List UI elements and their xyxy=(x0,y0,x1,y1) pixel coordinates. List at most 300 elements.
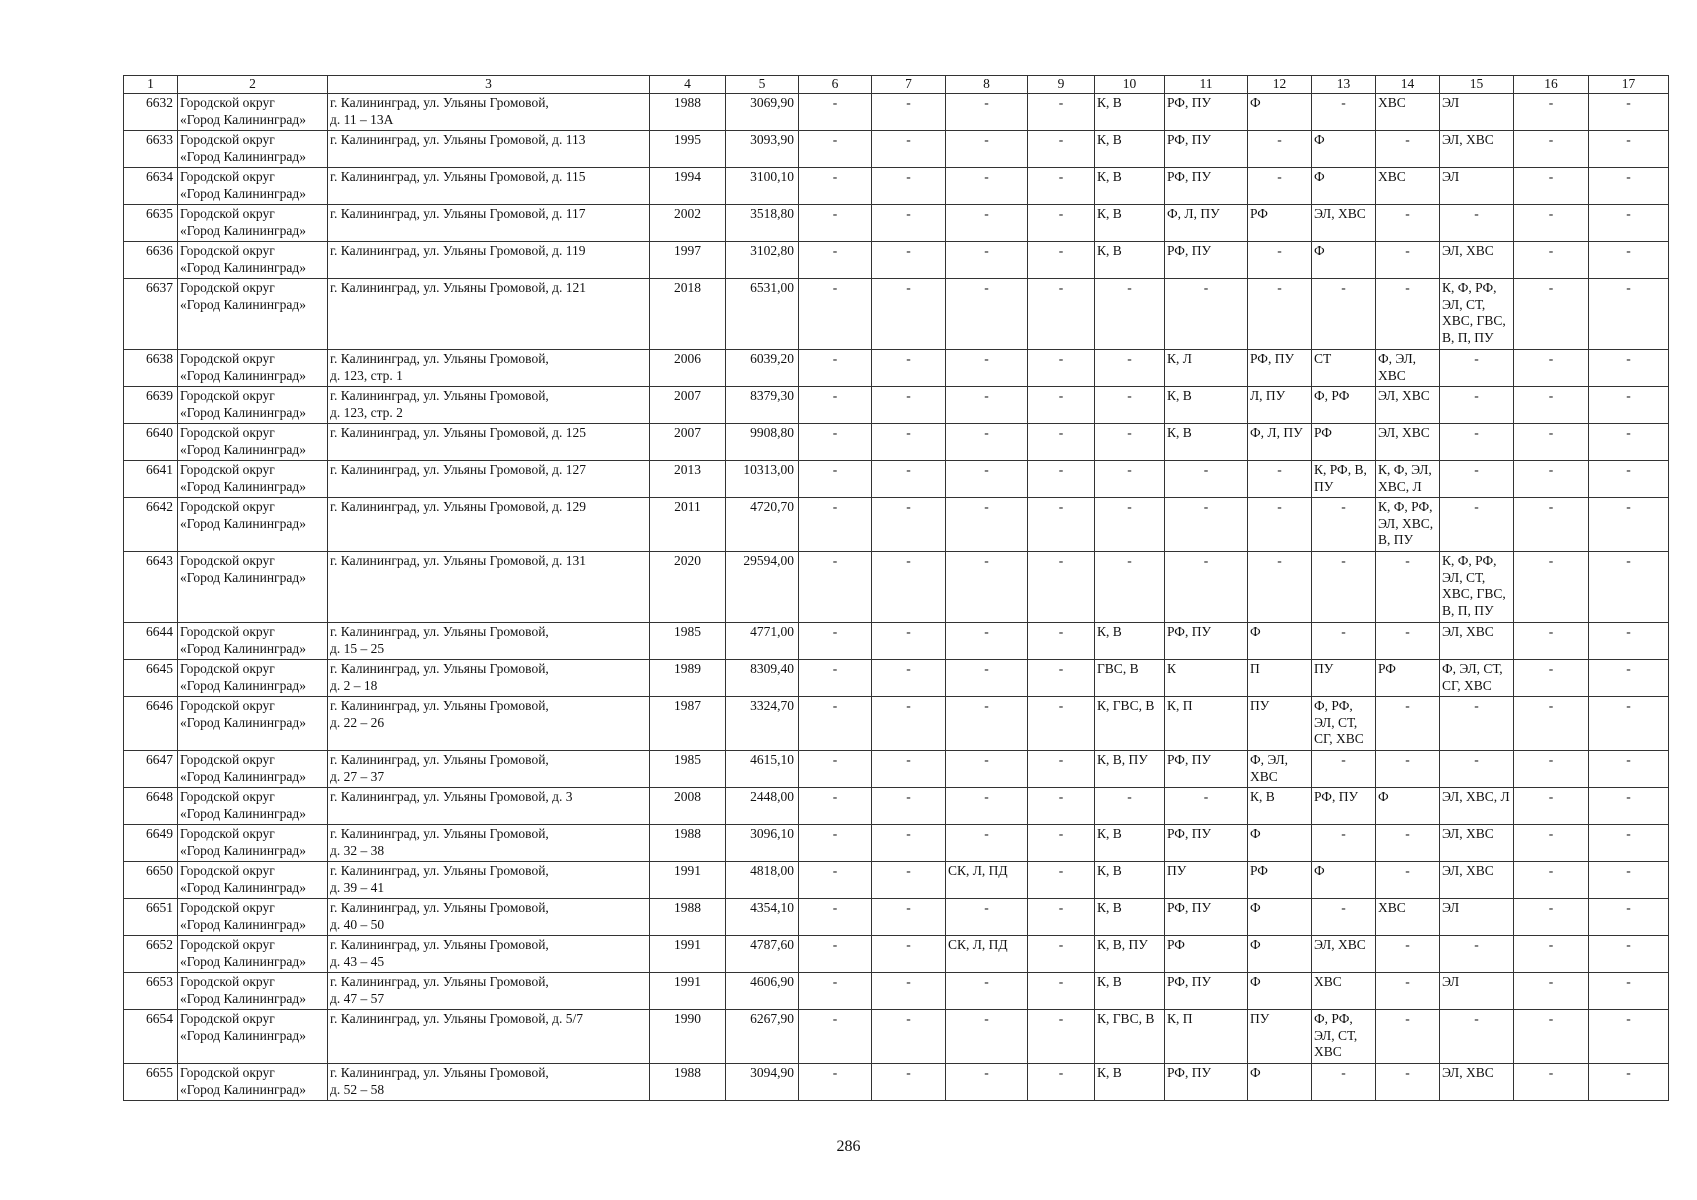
column-11-cell: РФ, ПУ xyxy=(1165,94,1248,131)
row-number: 6638 xyxy=(124,350,178,387)
column-7-cell: - xyxy=(872,94,946,131)
column-14-cell: - xyxy=(1376,1064,1440,1101)
table-row xyxy=(124,751,1669,788)
column-11-cell: К, В xyxy=(1165,387,1248,424)
column-12-cell: - xyxy=(1248,131,1312,168)
column-7-cell: - xyxy=(872,862,946,899)
address-line: д. 43 – 45 xyxy=(330,953,385,969)
column-6-cell: - xyxy=(799,660,872,697)
municipality-line: «Город Калининград» xyxy=(180,677,306,693)
municipality-cell xyxy=(178,1010,328,1064)
address-line: г. Калининград, ул. Ульяны Громовой, д. 127 xyxy=(330,462,587,477)
column-9-cell: - xyxy=(1028,461,1095,498)
area-cell: 6039,20 xyxy=(726,350,799,387)
table-row xyxy=(124,168,1669,205)
column-13-cell: СТ xyxy=(1312,350,1376,387)
column-14-cell: ХВС xyxy=(1376,94,1440,131)
address-line: г. Калининград, ул. Ульяны Громовой, д. 119 xyxy=(330,243,586,258)
column-6-cell: - xyxy=(799,552,872,623)
column-14-cell: К, Ф, РФ, ЭЛ, ХВС, В, ПУ xyxy=(1376,498,1440,552)
column-6-cell: - xyxy=(799,350,872,387)
column-11-cell: - xyxy=(1165,552,1248,623)
column-7-cell: - xyxy=(872,899,946,936)
column-12-cell: - xyxy=(1248,279,1312,350)
column-6-cell: - xyxy=(799,279,872,350)
year-cell: 1991 xyxy=(650,973,726,1010)
column-7-cell: - xyxy=(872,936,946,973)
column-9-cell: - xyxy=(1028,350,1095,387)
column-14-cell: ЭЛ, ХВС xyxy=(1376,424,1440,461)
year-cell: 1988 xyxy=(650,825,726,862)
column-14-cell: - xyxy=(1376,862,1440,899)
table-row xyxy=(124,131,1669,168)
address-cell xyxy=(328,279,650,350)
column-16-cell: - xyxy=(1514,279,1589,350)
row-number: 6642 xyxy=(124,498,178,552)
address-cell xyxy=(328,350,650,387)
address-line: г. Калининград, ул. Ульяны Громовой, xyxy=(330,937,549,952)
table-row xyxy=(124,387,1669,424)
address-cell xyxy=(328,498,650,552)
municipality-line: «Город Калининград» xyxy=(180,296,306,312)
address-line: д. 40 – 50 xyxy=(330,916,385,932)
year-cell: 1988 xyxy=(650,899,726,936)
municipality-cell xyxy=(178,825,328,862)
table-row xyxy=(124,623,1669,660)
municipality-line: Городской округ xyxy=(180,132,275,147)
column-14-cell: - xyxy=(1376,973,1440,1010)
column-11-cell: РФ, ПУ xyxy=(1165,751,1248,788)
column-12-cell: - xyxy=(1248,552,1312,623)
column-7-cell: - xyxy=(872,1010,946,1064)
column-10-cell: - xyxy=(1095,498,1165,552)
table-row xyxy=(124,279,1669,350)
column-header-6: 6 xyxy=(799,76,872,94)
column-13-cell: К, РФ, В, ПУ xyxy=(1312,461,1376,498)
area-cell: 4787,60 xyxy=(726,936,799,973)
area-cell: 3096,10 xyxy=(726,825,799,862)
municipality-line: «Город Калининград» xyxy=(180,111,306,127)
column-15-cell: ЭЛ, ХВС xyxy=(1440,825,1514,862)
column-16-cell: - xyxy=(1514,242,1589,279)
area-cell: 3102,80 xyxy=(726,242,799,279)
column-13-cell: - xyxy=(1312,623,1376,660)
address-line: г. Калининград, ул. Ульяны Громовой, д. 113 xyxy=(330,132,586,147)
municipality-line: Городской округ xyxy=(180,698,275,713)
address-line: г. Калининград, ул. Ульяны Громовой, xyxy=(330,863,549,878)
column-16-cell: - xyxy=(1514,660,1589,697)
column-16-cell: - xyxy=(1514,498,1589,552)
column-10-cell: - xyxy=(1095,350,1165,387)
column-9-cell: - xyxy=(1028,697,1095,751)
municipality-cell xyxy=(178,131,328,168)
column-11-cell: К, Л xyxy=(1165,350,1248,387)
column-10-cell: К, ГВС, В xyxy=(1095,1010,1165,1064)
address-line: г. Калининград, ул. Ульяны Громовой, д. 125 xyxy=(330,425,587,440)
column-16-cell: - xyxy=(1514,751,1589,788)
column-8-cell: - xyxy=(946,552,1028,623)
column-9-cell: - xyxy=(1028,936,1095,973)
address-cell xyxy=(328,461,650,498)
column-9-cell: - xyxy=(1028,498,1095,552)
column-11-cell: - xyxy=(1165,279,1248,350)
area-cell: 4771,00 xyxy=(726,623,799,660)
column-17-cell: - xyxy=(1589,623,1669,660)
address-line: д. 39 – 41 xyxy=(330,879,385,895)
column-17-cell: - xyxy=(1589,242,1669,279)
column-7-cell: - xyxy=(872,461,946,498)
column-12-cell: Ф, Л, ПУ xyxy=(1248,424,1312,461)
area-cell: 3094,90 xyxy=(726,1064,799,1101)
column-15-cell: ЭЛ xyxy=(1440,94,1514,131)
column-17-cell: - xyxy=(1589,825,1669,862)
column-15-cell: - xyxy=(1440,697,1514,751)
column-14-cell: - xyxy=(1376,825,1440,862)
column-15-cell: - xyxy=(1440,751,1514,788)
area-cell: 3093,90 xyxy=(726,131,799,168)
column-6-cell: - xyxy=(799,825,872,862)
municipality-line: Городской округ xyxy=(180,624,275,639)
column-8-cell: - xyxy=(946,131,1028,168)
column-7-cell: - xyxy=(872,387,946,424)
table-row xyxy=(124,936,1669,973)
column-12-cell: РФ, ПУ xyxy=(1248,350,1312,387)
column-12-cell: Ф xyxy=(1248,973,1312,1010)
year-cell: 1988 xyxy=(650,1064,726,1101)
column-10-cell: ГВС, В xyxy=(1095,660,1165,697)
column-header-12: 12 xyxy=(1248,76,1312,94)
year-cell: 2013 xyxy=(650,461,726,498)
column-12-cell: Ф xyxy=(1248,825,1312,862)
address-line: г. Калининград, ул. Ульяны Громовой, xyxy=(330,974,549,989)
address-cell xyxy=(328,697,650,751)
municipality-line: «Город Калининград» xyxy=(180,1027,306,1043)
municipality-line: «Город Калининград» xyxy=(180,185,306,201)
table-row xyxy=(124,697,1669,751)
column-11-cell: РФ, ПУ xyxy=(1165,899,1248,936)
column-16-cell: - xyxy=(1514,862,1589,899)
column-6-cell: - xyxy=(799,424,872,461)
municipality-line: Городской округ xyxy=(180,1011,275,1026)
municipality-line: «Город Калининград» xyxy=(180,441,306,457)
column-9-cell: - xyxy=(1028,1064,1095,1101)
column-9-cell: - xyxy=(1028,205,1095,242)
column-8-cell: - xyxy=(946,424,1028,461)
table-row xyxy=(124,552,1669,623)
column-10-cell: - xyxy=(1095,279,1165,350)
municipality-line: «Город Калининград» xyxy=(180,222,306,238)
column-9-cell: - xyxy=(1028,387,1095,424)
column-10-cell: - xyxy=(1095,552,1165,623)
column-8-cell: - xyxy=(946,825,1028,862)
column-12-cell: ПУ xyxy=(1248,1010,1312,1064)
municipality-cell xyxy=(178,697,328,751)
column-16-cell: - xyxy=(1514,205,1589,242)
row-number: 6636 xyxy=(124,242,178,279)
column-7-cell: - xyxy=(872,131,946,168)
column-16-cell: - xyxy=(1514,424,1589,461)
column-11-cell: РФ, ПУ xyxy=(1165,168,1248,205)
column-17-cell: - xyxy=(1589,1010,1669,1064)
year-cell: 1989 xyxy=(650,660,726,697)
column-16-cell: - xyxy=(1514,350,1589,387)
table-row xyxy=(124,350,1669,387)
column-15-cell: ЭЛ, ХВС xyxy=(1440,131,1514,168)
year-cell: 1985 xyxy=(650,623,726,660)
address-cell xyxy=(328,94,650,131)
column-16-cell: - xyxy=(1514,973,1589,1010)
year-cell: 2006 xyxy=(650,350,726,387)
column-15-cell: ЭЛ, ХВС xyxy=(1440,623,1514,660)
address-line: г. Калининград, ул. Ульяны Громовой, xyxy=(330,95,549,110)
table-row xyxy=(124,825,1669,862)
address-line: д. 123, стр. 1 xyxy=(330,367,403,383)
column-7-cell: - xyxy=(872,697,946,751)
address-line: г. Калининград, ул. Ульяны Громовой, xyxy=(330,826,549,841)
column-10-cell: - xyxy=(1095,788,1165,825)
municipality-line: Городской округ xyxy=(180,462,275,477)
municipality-line: Городской округ xyxy=(180,351,275,366)
column-header-14: 14 xyxy=(1376,76,1440,94)
column-15-cell: - xyxy=(1440,1010,1514,1064)
column-7-cell: - xyxy=(872,825,946,862)
column-15-cell: ЭЛ, ХВС, Л xyxy=(1440,788,1514,825)
column-16-cell: - xyxy=(1514,1064,1589,1101)
address-line: г. Калининград, ул. Ульяны Громовой, xyxy=(330,752,549,767)
address-cell xyxy=(328,424,650,461)
municipality-line: «Город Калининград» xyxy=(180,404,306,420)
address-cell xyxy=(328,205,650,242)
table-row xyxy=(124,424,1669,461)
municipality-line: «Город Калининград» xyxy=(180,842,306,858)
column-6-cell: - xyxy=(799,498,872,552)
column-7-cell: - xyxy=(872,205,946,242)
column-9-cell: - xyxy=(1028,825,1095,862)
year-cell: 2008 xyxy=(650,788,726,825)
municipality-line: «Город Калининград» xyxy=(180,714,306,730)
municipality-line: Городской округ xyxy=(180,752,275,767)
column-16-cell: - xyxy=(1514,552,1589,623)
column-13-cell: ПУ xyxy=(1312,660,1376,697)
column-15-cell: - xyxy=(1440,350,1514,387)
column-14-cell: - xyxy=(1376,552,1440,623)
address-cell xyxy=(328,936,650,973)
column-13-cell: Ф, РФ xyxy=(1312,387,1376,424)
column-12-cell: Ф xyxy=(1248,94,1312,131)
address-line: г. Калининград, ул. Ульяны Громовой, xyxy=(330,624,549,639)
column-10-cell: - xyxy=(1095,387,1165,424)
column-17-cell: - xyxy=(1589,387,1669,424)
area-cell: 4720,70 xyxy=(726,498,799,552)
column-13-cell: Ф xyxy=(1312,168,1376,205)
row-number: 6647 xyxy=(124,751,178,788)
year-cell: 1988 xyxy=(650,94,726,131)
column-8-cell: - xyxy=(946,242,1028,279)
municipality-line: «Город Калининград» xyxy=(180,805,306,821)
column-17-cell: - xyxy=(1589,168,1669,205)
column-8-cell: - xyxy=(946,168,1028,205)
column-13-cell: Ф, РФ, ЭЛ, СТ, ХВС xyxy=(1312,1010,1376,1064)
year-cell: 2002 xyxy=(650,205,726,242)
area-cell: 4354,10 xyxy=(726,899,799,936)
column-16-cell: - xyxy=(1514,131,1589,168)
area-cell: 3069,90 xyxy=(726,94,799,131)
address-line: д. 11 – 13А xyxy=(330,111,394,127)
row-number: 6654 xyxy=(124,1010,178,1064)
column-6-cell: - xyxy=(799,131,872,168)
column-15-cell: - xyxy=(1440,461,1514,498)
column-9-cell: - xyxy=(1028,1010,1095,1064)
municipality-line: Городской округ xyxy=(180,169,275,184)
column-11-cell: ПУ xyxy=(1165,862,1248,899)
row-number: 6649 xyxy=(124,825,178,862)
address-cell xyxy=(328,1064,650,1101)
column-12-cell: РФ xyxy=(1248,862,1312,899)
year-cell: 1994 xyxy=(650,168,726,205)
column-8-cell: СК, Л, ПД xyxy=(946,862,1028,899)
area-cell: 3100,10 xyxy=(726,168,799,205)
column-9-cell: - xyxy=(1028,623,1095,660)
address-cell xyxy=(328,788,650,825)
column-16-cell: - xyxy=(1514,936,1589,973)
column-7-cell: - xyxy=(872,788,946,825)
address-cell xyxy=(328,623,650,660)
column-7-cell: - xyxy=(872,751,946,788)
column-6-cell: - xyxy=(799,1064,872,1101)
column-9-cell: - xyxy=(1028,862,1095,899)
column-9-cell: - xyxy=(1028,899,1095,936)
column-7-cell: - xyxy=(872,660,946,697)
column-16-cell: - xyxy=(1514,825,1589,862)
column-13-cell: Ф, РФ, ЭЛ, СТ, СГ, ХВС xyxy=(1312,697,1376,751)
column-8-cell: - xyxy=(946,94,1028,131)
column-13-cell: Ф xyxy=(1312,131,1376,168)
municipality-line: «Город Калининград» xyxy=(180,367,306,383)
year-cell: 1987 xyxy=(650,697,726,751)
column-12-cell: РФ xyxy=(1248,205,1312,242)
municipality-line: Городской округ xyxy=(180,553,275,568)
municipality-cell xyxy=(178,862,328,899)
column-9-cell: - xyxy=(1028,751,1095,788)
table-row xyxy=(124,242,1669,279)
column-15-cell: - xyxy=(1440,387,1514,424)
column-8-cell: - xyxy=(946,387,1028,424)
address-cell xyxy=(328,899,650,936)
column-10-cell: К, ГВС, В xyxy=(1095,697,1165,751)
column-14-cell: - xyxy=(1376,131,1440,168)
municipality-cell xyxy=(178,660,328,697)
row-number: 6641 xyxy=(124,461,178,498)
housing-table xyxy=(123,75,1669,1101)
column-9-cell: - xyxy=(1028,424,1095,461)
row-number: 6643 xyxy=(124,552,178,623)
address-line: г. Калининград, ул. Ульяны Громовой, xyxy=(330,900,549,915)
year-cell: 2011 xyxy=(650,498,726,552)
column-15-cell: ЭЛ, ХВС xyxy=(1440,242,1514,279)
column-10-cell: - xyxy=(1095,424,1165,461)
address-line: д. 22 – 26 xyxy=(330,714,385,730)
column-14-cell: - xyxy=(1376,242,1440,279)
address-cell xyxy=(328,973,650,1010)
column-7-cell: - xyxy=(872,350,946,387)
column-7-cell: - xyxy=(872,498,946,552)
column-header-8: 8 xyxy=(946,76,1028,94)
column-15-cell: - xyxy=(1440,936,1514,973)
column-14-cell: К, Ф, ЭЛ, ХВС, Л xyxy=(1376,461,1440,498)
address-line: д. 32 – 38 xyxy=(330,842,385,858)
column-6-cell: - xyxy=(799,751,872,788)
column-9-cell: - xyxy=(1028,94,1095,131)
column-15-cell: К, Ф, РФ, ЭЛ, СТ, ХВС, ГВС, В, П, ПУ xyxy=(1440,552,1514,623)
column-15-cell: Ф, ЭЛ, СТ, СГ, ХВС xyxy=(1440,660,1514,697)
column-6-cell: - xyxy=(799,788,872,825)
column-header-17: 17 xyxy=(1589,76,1669,94)
column-12-cell: Ф xyxy=(1248,1064,1312,1101)
municipality-line: «Город Калининград» xyxy=(180,569,306,585)
year-cell: 2018 xyxy=(650,279,726,350)
column-13-cell: - xyxy=(1312,751,1376,788)
table-row xyxy=(124,1064,1669,1101)
column-6-cell: - xyxy=(799,461,872,498)
column-header-10: 10 xyxy=(1095,76,1165,94)
municipality-cell xyxy=(178,279,328,350)
column-12-cell: - xyxy=(1248,242,1312,279)
column-17-cell: - xyxy=(1589,1064,1669,1101)
municipality-line: Городской округ xyxy=(180,1065,275,1080)
column-17-cell: - xyxy=(1589,94,1669,131)
column-header-3: 3 xyxy=(328,76,650,94)
municipality-line: Городской округ xyxy=(180,280,275,295)
column-11-cell: РФ, ПУ xyxy=(1165,973,1248,1010)
column-6-cell: - xyxy=(799,168,872,205)
column-8-cell: - xyxy=(946,1010,1028,1064)
column-header-15: 15 xyxy=(1440,76,1514,94)
column-6-cell: - xyxy=(799,205,872,242)
row-number: 6653 xyxy=(124,973,178,1010)
column-15-cell: - xyxy=(1440,424,1514,461)
row-number: 6652 xyxy=(124,936,178,973)
table-row xyxy=(124,461,1669,498)
row-number: 6651 xyxy=(124,899,178,936)
column-17-cell: - xyxy=(1589,279,1669,350)
column-8-cell: - xyxy=(946,660,1028,697)
municipality-line: Городской округ xyxy=(180,206,275,221)
row-number: 6637 xyxy=(124,279,178,350)
municipality-line: Городской округ xyxy=(180,826,275,841)
municipality-cell xyxy=(178,751,328,788)
column-12-cell: Ф xyxy=(1248,899,1312,936)
column-7-cell: - xyxy=(872,552,946,623)
column-6-cell: - xyxy=(799,387,872,424)
municipality-line: «Город Калининград» xyxy=(180,515,306,531)
column-10-cell: К, В, ПУ xyxy=(1095,751,1165,788)
row-number: 6640 xyxy=(124,424,178,461)
municipality-line: «Город Калининград» xyxy=(180,953,306,969)
column-6-cell: - xyxy=(799,94,872,131)
address-line: г. Калининград, ул. Ульяны Громовой, xyxy=(330,388,549,403)
column-11-cell: РФ, ПУ xyxy=(1165,131,1248,168)
column-header-5: 5 xyxy=(726,76,799,94)
column-17-cell: - xyxy=(1589,899,1669,936)
municipality-line: Городской округ xyxy=(180,789,275,804)
row-number: 6644 xyxy=(124,623,178,660)
address-line: г. Калининград, ул. Ульяны Громовой, д. 129 xyxy=(330,499,587,514)
municipality-line: Городской округ xyxy=(180,243,275,258)
area-cell: 6531,00 xyxy=(726,279,799,350)
column-16-cell: - xyxy=(1514,461,1589,498)
column-9-cell: - xyxy=(1028,788,1095,825)
column-13-cell: - xyxy=(1312,279,1376,350)
